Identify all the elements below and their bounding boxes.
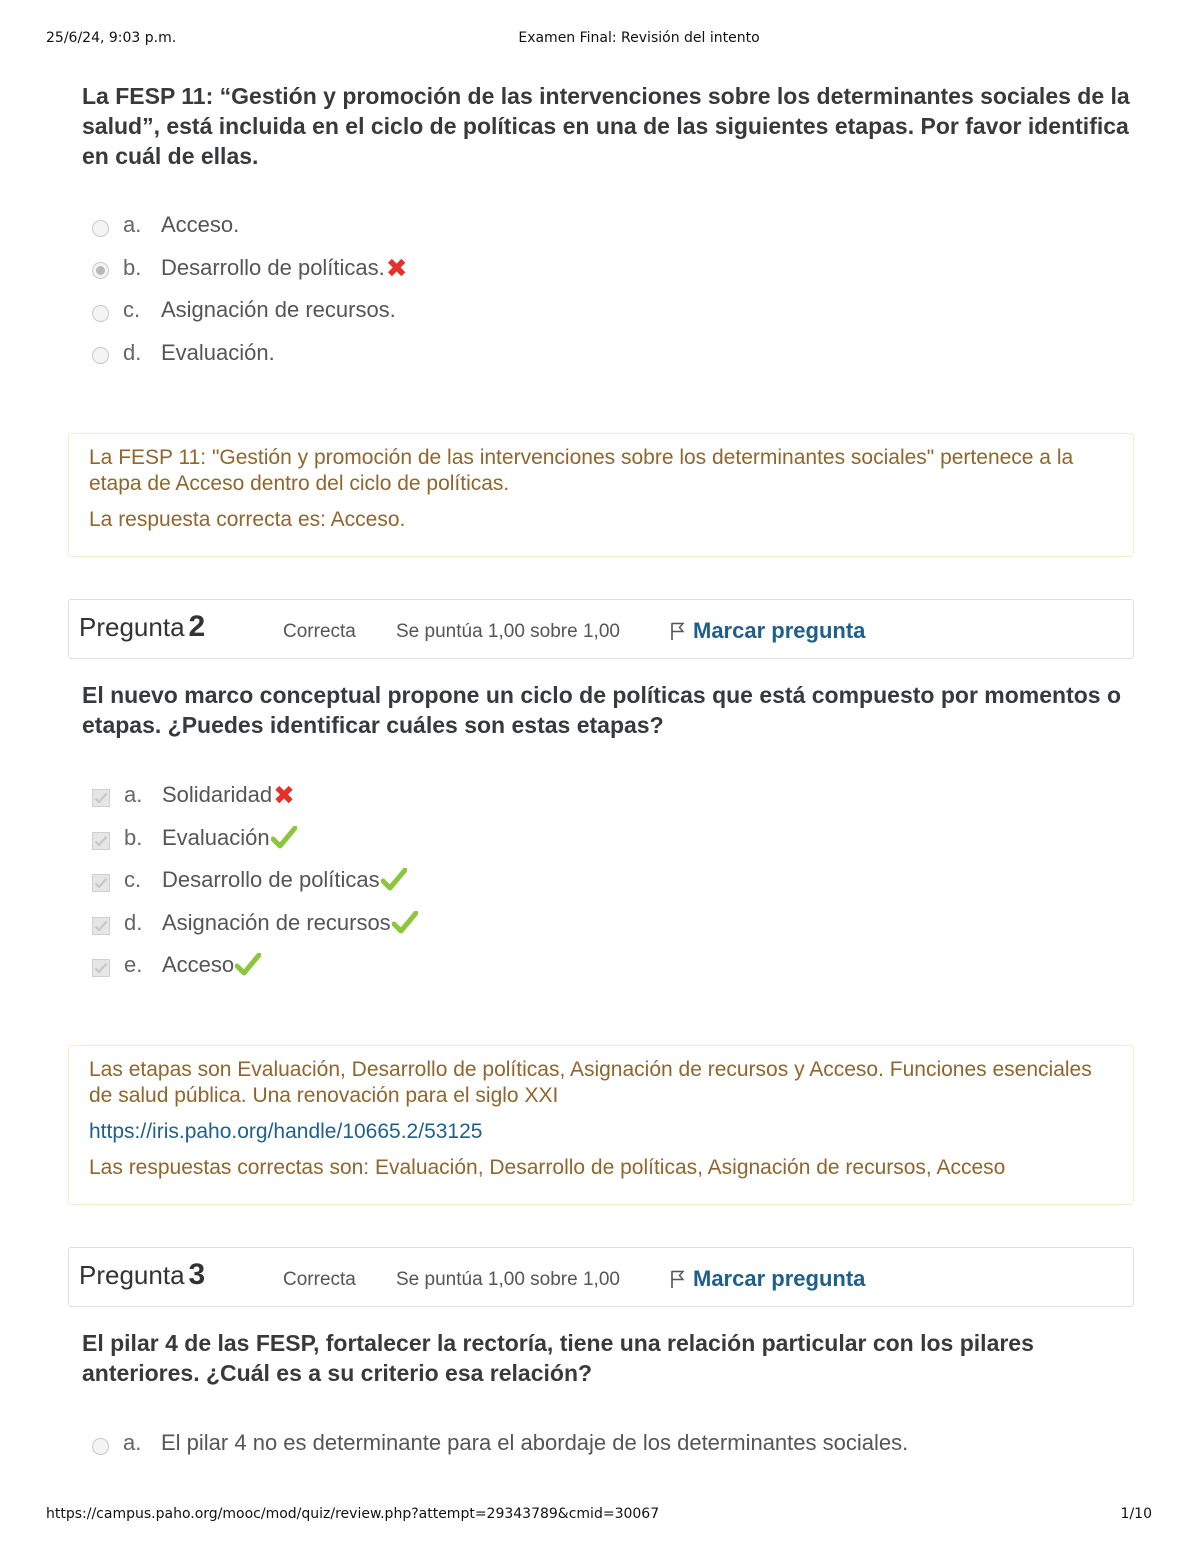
question-number: 2 (188, 610, 206, 643)
answer-letter: a. (123, 212, 142, 238)
answer-text: Acceso (162, 952, 235, 978)
question-1-feedback (68, 433, 1134, 557)
answer-option[interactable] (92, 774, 418, 817)
answer-option-selected[interactable] (92, 247, 408, 290)
feedback-reference-link[interactable]: https://iris.paho.org/handle/10665.2/53125 (89, 1120, 483, 1143)
answer-letter: a. (124, 782, 143, 808)
correct-checkmark-icon (271, 826, 297, 850)
answer-option[interactable] (92, 332, 408, 375)
print-footer (46, 1506, 1152, 1526)
question-1-answers (92, 204, 408, 374)
print-url: https://campus.paho.org/mooc/mod/quiz/review.php?attempt=29343789&cmid=30067 (46, 1506, 660, 1522)
answer-letter: e. (124, 952, 143, 978)
flag-question-label: Marcar pregunta (693, 618, 866, 643)
flag-icon (669, 621, 687, 641)
answer-letter: c. (123, 297, 141, 323)
feedback-correct-answer: Las respuestas correctas son: Evaluación, Desarrollo de políticas, Asignación de recursos, Acceso (89, 1156, 1006, 1179)
question-grade: Se puntúa 1,00 sobre 1,00 (396, 1269, 620, 1290)
answer-text: Evaluación (162, 824, 270, 850)
question-1-text: La FESP 11: “Gestión y promoción de las intervenciones sobre los determinantes sociales de la salud”, está incluida en el ciclo de políticas en una de las siguientes etapas. Por favor identifica en cuál de ellas. (82, 83, 1130, 169)
answer-letter: d. (123, 339, 142, 365)
answer-text: Desarrollo de políticas. (161, 254, 385, 280)
answer-text: Evaluación. (161, 339, 275, 365)
answer-letter: c. (124, 867, 142, 893)
answer-option[interactable] (92, 944, 418, 987)
answer-text: Asignación de recursos. (161, 297, 396, 323)
correct-checkmark-icon (235, 953, 261, 977)
checkbox-checked[interactable] (92, 959, 110, 977)
correct-checkmark-icon (381, 868, 407, 892)
checkbox-check-icon (94, 920, 108, 932)
flag-question-link[interactable] (669, 1266, 865, 1292)
radio-button-selected[interactable] (92, 262, 109, 279)
flag-question-link[interactable] (669, 618, 865, 644)
checkbox-check-icon (94, 877, 108, 889)
question-3-text: El pilar 4 de las FESP, fortalecer la rectoría, tiene una relación particular con los pilares anteriores. ¿Cuál es a su criterio esa relación? (82, 1330, 1034, 1386)
answer-letter: d. (124, 909, 143, 935)
checkbox-checked[interactable] (92, 789, 110, 807)
question-label: Pregunta (79, 1260, 185, 1290)
checkbox-checked[interactable] (92, 917, 110, 935)
question-label: Pregunta (79, 612, 185, 642)
answer-letter: a. (123, 1430, 142, 1456)
radio-button[interactable] (92, 1438, 109, 1455)
print-page-number: 1/10 (1120, 1506, 1152, 1522)
question-3-title (79, 1258, 205, 1292)
answer-option[interactable] (92, 289, 408, 332)
answer-option[interactable] (92, 817, 418, 860)
flag-icon (669, 1269, 687, 1289)
feedback-general: La FESP 11: "Gestión y promoción de las intervenciones sobre los determinantes sociales" pertenece a la etapa de Acceso dentro del ciclo de políticas. (89, 446, 1074, 495)
answer-option[interactable] (92, 859, 418, 902)
question-2-text: El nuevo marco conceptual propone un ciclo de políticas que está compuesto por momentos o etapas. ¿Puedes identificar cuáles son estas etapas? (82, 682, 1122, 738)
checkbox-check-icon (94, 835, 108, 847)
answer-text: Acceso. (161, 212, 240, 238)
question-2-feedback (68, 1045, 1134, 1205)
checkbox-check-icon (94, 962, 108, 974)
incorrect-cross-icon: ✖ (273, 780, 295, 811)
checkbox-checked[interactable] (92, 874, 110, 892)
question-state: Correcta (283, 1269, 356, 1290)
answer-text: Solidaridad (162, 782, 273, 808)
answer-text: El pilar 4 no es determinante para el abordaje de los determinantes sociales. (161, 1430, 909, 1456)
checkbox-checked[interactable] (92, 832, 110, 850)
print-header (46, 30, 1152, 50)
radio-button[interactable] (92, 347, 109, 364)
print-page-title: Examen Final: Revisión del intento (518, 30, 760, 46)
answer-text: Desarrollo de políticas (162, 867, 380, 893)
incorrect-cross-icon: ✖ (385, 252, 408, 283)
correct-checkmark-icon (392, 911, 418, 935)
answer-letter: b. (123, 254, 142, 280)
question-state: Correcta (283, 621, 356, 642)
question-2-title (79, 610, 205, 644)
radio-button[interactable] (92, 305, 109, 322)
checkbox-check-icon (94, 792, 108, 804)
answer-letter: b. (124, 824, 143, 850)
feedback-correct-answer: La respuesta correcta es: Acceso. (89, 508, 406, 531)
question-grade: Se puntúa 1,00 sobre 1,00 (396, 621, 620, 642)
radio-button[interactable] (92, 220, 109, 237)
answer-option[interactable] (92, 902, 418, 945)
answer-text: Asignación de recursos (162, 909, 391, 935)
question-3-header (68, 1247, 1134, 1307)
answer-option[interactable] (92, 1422, 908, 1465)
print-datetime: 25/6/24, 9:03 p.m. (46, 30, 177, 46)
answer-option[interactable] (92, 204, 408, 247)
flag-question-label: Marcar pregunta (693, 1266, 866, 1291)
question-number: 3 (188, 1258, 206, 1291)
question-3-answers (92, 1422, 908, 1465)
feedback-general: Las etapas son Evaluación, Desarrollo de políticas, Asignación de recursos y Acceso. Funciones esenciales de salud pública. Una renovación para el siglo XXI (89, 1058, 1092, 1107)
question-2-header (68, 599, 1134, 659)
question-2-answers (92, 774, 418, 987)
